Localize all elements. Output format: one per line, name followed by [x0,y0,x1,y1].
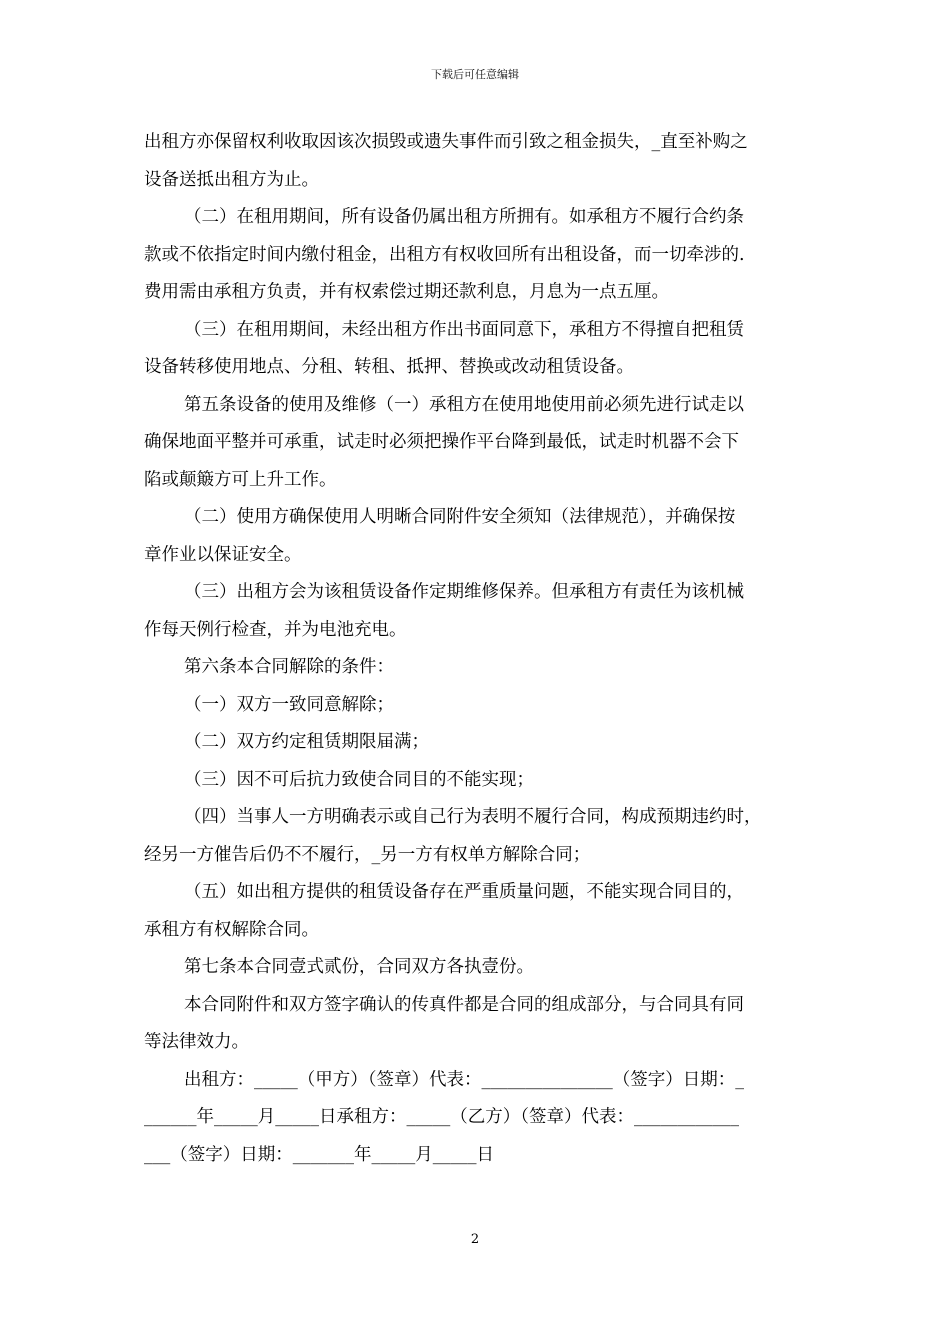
text-line: （一）双方一致同意解除； [184,694,394,715]
text-line: 费用需由承租方负责，并有权索偿过期还款利息，月息为一点五厘。 [144,282,669,302]
text-line: 第五条设备的使用及维修（一）承租方在使用地使用前必须先进行试走以 [184,394,744,415]
page-number: 2 [470,1232,480,1247]
text-line: （三）在租用期间，未经出租方作出书面同意下，承租方不得擅自把租赁 [184,319,744,340]
text-line: 陷或颠簸方可上升工作。 [144,469,337,490]
page-header: 下载后可任意编辑 [431,68,519,81]
text-line: 承租方有权解除合同。 [144,919,319,940]
text-line: （三）因不可后抗力致使合同目的不能实现； [184,769,534,790]
document-body [144,124,814,1174]
text-line: 设备送抵出租方为止。 [144,169,319,190]
text-line: 确保地面平整并可承重，试走时必须把操作平台降到最低，试走时机器不会下 [144,432,739,452]
text-line: （二）使用方确保使用人明晰合同附件安全须知（法律规范），并确保按 [184,507,736,527]
text-line: 章作业以保证安全。 [144,544,302,565]
text-line: 等法律效力。 [144,1032,249,1052]
text-line: 第七条本合同壹式贰份，合同双方各执壹份。 [184,957,534,977]
text-line: ___（签字）日期：_______年_____月_____日 [144,1144,494,1165]
text-line: 经另一方催告后仍不不履行，_另一方有权单方解除合同； [144,844,591,865]
text-line: （四）当事人一方明确表示或自己行为表明不履行合同，构成预期违约时， [184,807,762,827]
text-line: 设备转移使用地点、分租、转租、抵押、替换或改动租赁设备。 [144,357,634,377]
text-line: （五）如出租方提供的租赁设备存在严重质量问题，不能实现合同目的， [184,882,744,902]
text-line: 作每天例行检查，并为电池充电。 [144,619,407,640]
text-line: （二）双方约定租赁期限届满； [184,732,429,752]
text-line: 本合同附件和双方签字确认的传真件都是合同的组成部分，与合同具有同 [184,994,744,1015]
text-line: （二）在租用期间，所有设备仍属出租方所拥有。如承租方不履行合约条 [184,207,744,227]
text-line: 款或不依指定时间内缴付租金，出租方有权收回所有出租设备，而一切牵涉的. [144,244,745,265]
text-line: （三）出租方会为该租赁设备作定期维修保养。但承租方有责任为该机械 [184,582,744,602]
text-line: 第六条本合同解除的条件： [184,657,394,677]
text-line: 出租方：_____（甲方）（签章）代表：_______________（签字）日期：_ [184,1069,744,1090]
text-line: 出租方亦保留权利收取因该次损毁或遗失事件而引致之租金损失，_直至补购之 [144,132,748,152]
text-line: ______年_____月_____日承租方：_____（乙方）（签章）代表：____________ [144,1107,739,1127]
